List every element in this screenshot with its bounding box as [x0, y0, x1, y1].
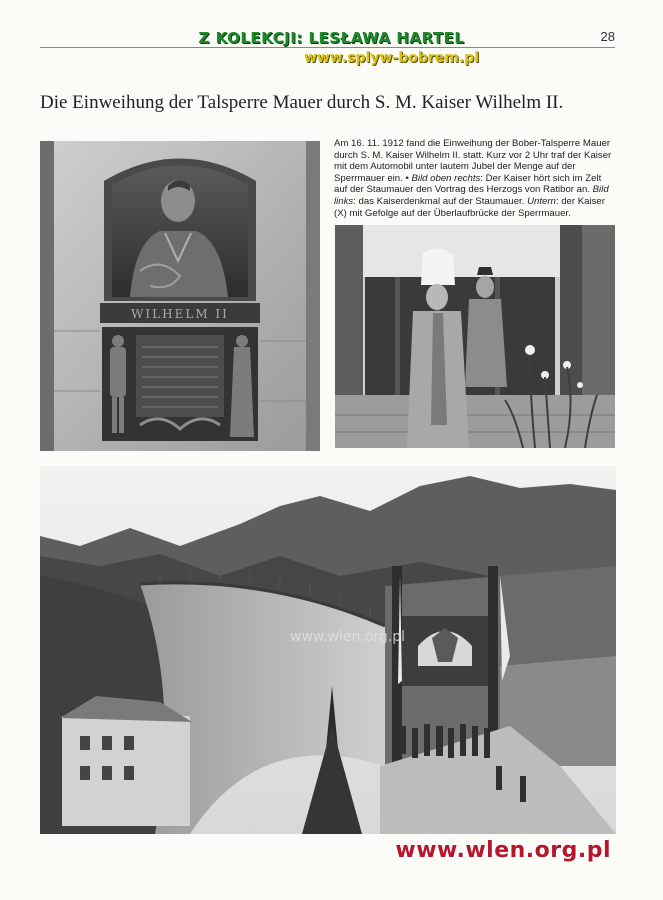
caption-text-1: Am 16. 11. 1912 fand die Einweihung der Bober-Talsperre Mauer durch S. M. Kaiser Wilhelm II. statt. Kurz vor 2 Uhr traf der Kaiser mit dem Automobil unter lautem Jubel der Menge auf der Sperrmauer ein. •	[334, 138, 612, 184]
dam-illustration	[40, 466, 616, 834]
page-number: 28	[600, 29, 615, 44]
photo-faint-watermark: www.wlen.org.pl	[290, 629, 405, 645]
caption-label-top-right: Bild oben rechts	[411, 172, 481, 184]
caption-text-2: : Der Kaiser hört sich im Zelt auf der Staumauer den Vortrag des Herzogs von Ratibor an.	[334, 172, 602, 196]
caption-label-left: Bild links	[334, 184, 609, 207]
article-caption	[334, 138, 616, 219]
photo-dam-panorama	[40, 466, 616, 834]
footer-url-watermark[interactable]: www.wlen.org.pl	[395, 838, 611, 863]
photo-kaiser-tent	[335, 225, 615, 448]
collection-watermark: Z KOLEKCJI: LESŁAWA HARTEL	[198, 29, 465, 47]
monument-plaque-text: WILHELM II	[131, 307, 229, 321]
caption-text-4: : der Kaiser (X) mit Gefolge auf der Überlaufbrücke der Sperrmauer.	[334, 195, 605, 219]
caption-label-bottom: Untern	[527, 195, 556, 207]
monument-illustration	[40, 141, 320, 451]
photo-kaiser-monument	[40, 141, 320, 451]
header-rule	[40, 47, 615, 48]
source-url-watermark[interactable]: www.splyw-bobrem.pl	[303, 50, 480, 66]
article-title: Die Einweihung der Talsperre Mauer durch S. M. Kaiser Wilhelm II.	[40, 92, 564, 113]
caption-text-3: : das Kaiserdenkmal auf der Staumauer.	[353, 195, 528, 207]
tent-illustration	[335, 225, 615, 448]
